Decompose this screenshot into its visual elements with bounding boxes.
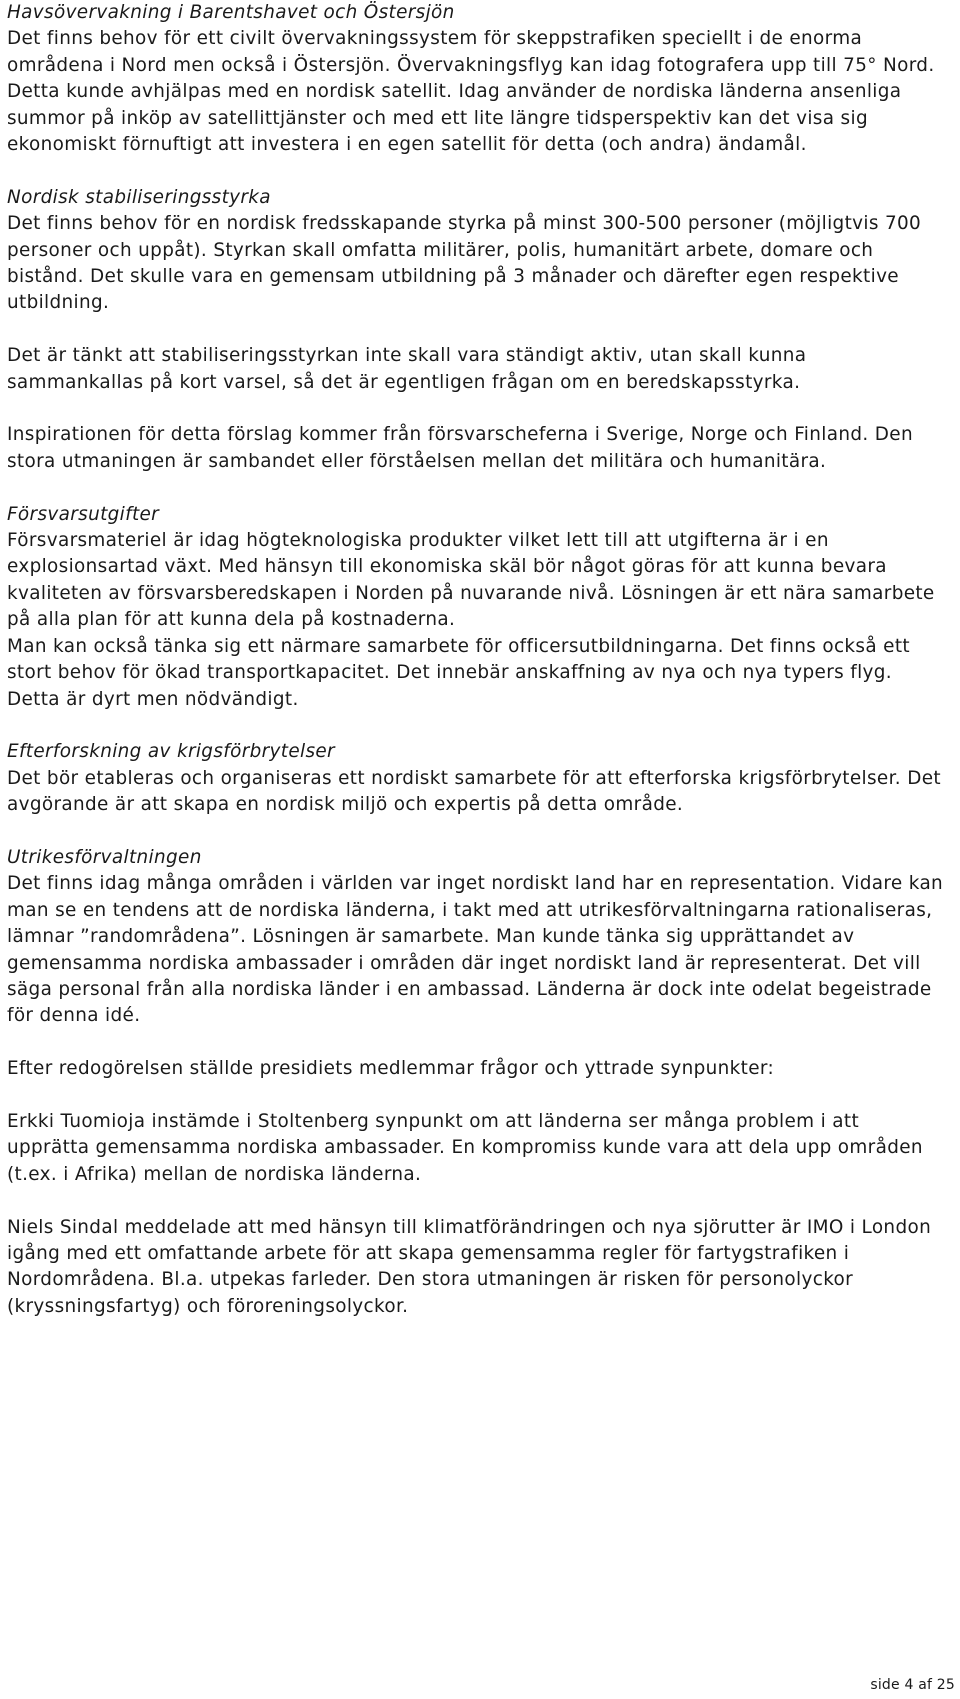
- section-heading: Nordisk stabiliseringsstyrka: [7, 186, 271, 208]
- section-paragraph: Niels Sindal meddelade att med hänsyn till klimatförändringen och nya sjörutter är IMO i London igång med ett omfattande arbete för att skapa gemensamma regler för fartygstrafiken i Nordområdena. Bl.a. utpekas farleder. Den stora utmaningen är risken för personolyckor (kryssningsfartyg) och föroreningsolyckor.: [7, 1216, 932, 1317]
- section-havsovervakning: [7, 0, 947, 158]
- section-paragraph: Det finns idag många områden i världen var inget nordiskt land har en representation. Vidare kan man se en tendens att de nordiska länderna, i takt med att utrikesförvaltningarna rationaliseras, lämnar ”randområdena”. Lösningen är samarbete. Man kunde tänka sig upprättandet av gemensamma nordiska ambassader i områden där inget nordiskt land är representerat. Det vill säga personal från alla nordiska länder i en ambassad. Länderna är dock inte odelat begeistrade för denna idé.: [7, 873, 944, 1027]
- section-forsvarsutgifter: [7, 502, 947, 713]
- section-heading: Havsövervakning i Barentshavet och Östersjön: [7, 2, 455, 23]
- section-heading: Efterforskning av krigsförbrytelser: [7, 741, 335, 763]
- section-paragraph: Det finns behov för en nordisk fredsskapande styrka på minst 300-500 personer (möjligtvis 700 personer och uppåt). Styrkan skall omfatta militärer, polis, humanitärt arbete, domare och bistånd. Det skulle vara en gemensam utbildning på 3 månader och därefter egen respektive utbildning.: [7, 213, 922, 314]
- section-paragraph: Inspirationen för detta förslag kommer från försvarscheferna i Sverige, Norge och Finland. Den stora utmaningen är sambandet eller förståelsen mellan det militära och humanitära.: [7, 424, 913, 472]
- section-utrikesforvaltningen: [7, 845, 947, 1320]
- section-heading: Utrikesförvaltningen: [7, 846, 202, 868]
- section-nordisk-stabiliseringsstyrka: [7, 185, 947, 475]
- section-paragraph: Efter redogörelsen ställde presidiets medlemmar frågor och yttrade synpunkter:: [7, 1058, 775, 1080]
- section-paragraph: Erkki Tuomioja instämde i Stoltenberg synpunkt om att länderna ser många problem i att upprätta gemensamma nordiska ambassader. En kompromiss kunde vara att dela upp områden (t.ex. i Afrika) mellan de nordiska länderna.: [7, 1110, 923, 1185]
- section-paragraph: Det bör etableras och organiseras ett nordiskt samarbete för att efterforska krigsförbrytelser. Det avgörande är att skapa en nordisk miljö och expertis på detta område.: [7, 767, 941, 816]
- document-page: [7, 0, 947, 1320]
- section-paragraph: Det finns behov för ett civilt övervakningssystem för skeppstrafiken speciellt i de enorma områdena i Nord men också i Östersjön. Övervakningsflyg kan idag fotografera upp till 75° Nord. Detta kunde avhjälpas med en nordisk satellit. Idag använder de nordiska länderna ansenliga summor på inköp av satellittjänster och med ett lite längre tidsperspektiv kan det visa sig ekonomiskt förnuftigt att investera i en egen satellit för detta (och andra) ändamål.: [7, 28, 935, 156]
- page-number: side 4 af 25: [870, 1677, 955, 1693]
- section-paragraph: Försvarsmateriel är idag högteknologiska produkter vilket lett till att utgifterna är i en explosionsartad växt. Med hänsyn till ekonomiska skäl bör något göras för att kunna bevara kvaliteten av försvarsberedskapen i Norden på nuvarande nivå. Lösningen är ett nära samarbete på alla plan för att kunna dela på kostnaderna. Man kan också tänka sig ett närmare samarbete för officersutbildningarna. Det finns också ett stort behov för ökad transportkapacitet. Det innebär anskaffning av nya och nya typers flyg. Detta är dyrt men nödvändigt.: [7, 530, 935, 710]
- section-paragraph: Det är tänkt att stabiliseringsstyrkan inte skall vara ständigt aktiv, utan skall kunna sammankallas på kort varsel, så det är egentligen frågan om en beredskapsstyrka.: [7, 345, 807, 393]
- section-efterforskning: [7, 739, 947, 818]
- section-heading: Försvarsutgifter: [7, 503, 160, 525]
